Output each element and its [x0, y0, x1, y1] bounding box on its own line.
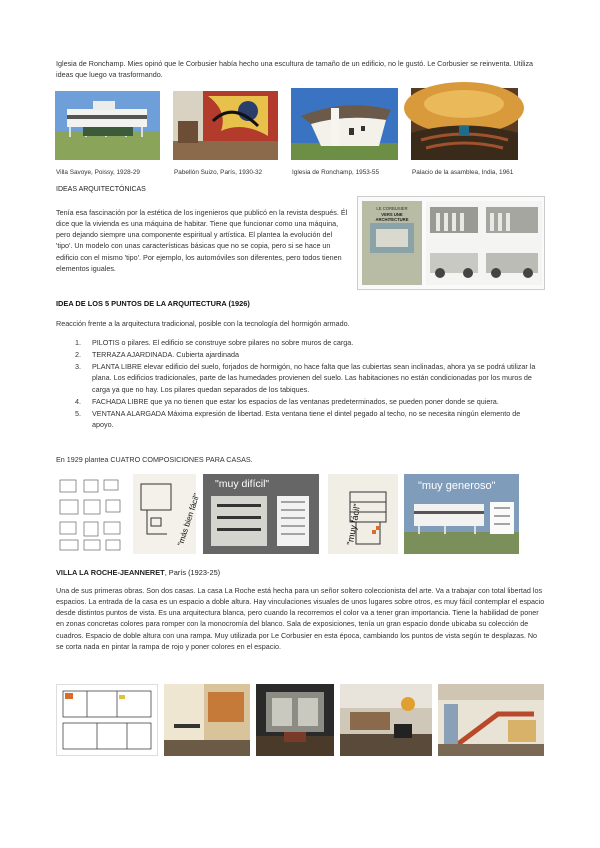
villa-title: VILLA LA ROCHE-JEANNERET	[56, 568, 165, 577]
ideas-body: Tenía esa fascinación por la estética de los ingenieros que publicó en la revista después. Él dice que la vivienda es una máquina de habitar. Tiene que funcionar como una máquina, pero dejando siempre una componente espiritual y artística. El plantea la evolución del 'tipo'. Un modelo con unas características básicas que no se copia, pero si se hace un edificio con el mismo 'tipo'. Por ejemplo, los automóviles son diferentes, pero todos tienen elementos iguales.	[56, 208, 348, 273]
item-head: VENTANA ALARGADA	[92, 408, 166, 418]
puntos-list	[75, 337, 542, 431]
puntos-intro: Reacción frente a la arquitectura tradicional, posible con la tecnología del hormigón armado.	[56, 319, 350, 328]
ronchamp-photo	[291, 88, 398, 160]
item-head: TERRAZA AJARDINADA.	[92, 350, 175, 360]
list-item	[75, 337, 542, 348]
comp-muy-facil	[328, 474, 398, 554]
item-number: 3.	[75, 362, 81, 372]
villa-interior-4	[438, 684, 544, 756]
list-item	[75, 408, 542, 430]
comp-muy-dificil	[203, 474, 319, 554]
comp-label-4: "muy generoso"	[418, 480, 496, 492]
item-text: elevar edificio del suelo, forjados de hormigón, no hace falta que las cubiertas sean inclinadas, ahora ya se podrá utilizar la plana. Los edificios tradicionales, parte de las humedades provienen del suelo. Las habitaciones no están condicionadas por los muros de carga ya que no hay. Los pilares quedan separados de los tabiques.	[92, 362, 536, 394]
villa-plan-photo	[56, 684, 158, 756]
villa-interior-1	[164, 684, 250, 756]
villa-interior-2	[256, 684, 334, 756]
puntos-heading: IDEA DE LOS 5 PUNTOS DE LA ARQUITECTURA (1926)	[56, 299, 250, 308]
vers-une-architecture-photo	[357, 196, 545, 290]
comp-label-3: "muy fácil"	[344, 502, 363, 546]
item-number: 5.	[75, 408, 81, 418]
comp-muy-generoso	[404, 474, 519, 554]
villa-heading	[56, 567, 220, 578]
comp-mas-bien-facil	[133, 474, 202, 554]
item-number: 1.	[75, 338, 81, 347]
caption-pabellon-suizo: Pabellón Suizo, París, 1930-32	[174, 169, 263, 176]
item-number: 4.	[75, 396, 81, 406]
book-author: LE CORBUSIER	[376, 206, 408, 211]
ideas-heading: IDEAS ARQUITECTÓNICAS	[56, 186, 146, 193]
caption-ronchamp: Iglesia de Ronchamp, 1953-55	[292, 169, 380, 176]
composiciones-sketch	[56, 474, 126, 554]
comp-label-2: "muy difícil"	[215, 478, 270, 490]
villa-interior-3	[340, 684, 432, 756]
book-title: VERS UNE ARCHITECTURE	[375, 212, 409, 222]
villa-savoye-photo	[55, 91, 160, 160]
list-item	[75, 396, 542, 407]
intro-text: Iglesia de Ronchamp. Mies opinó que le Corbusier había hecho una escultura de tamaño de un edificio, no le gustó. Le Corbusier se reinventa. Utiliza ideas que luego va trasformando.	[56, 59, 534, 80]
item-text: o pilares. El edificio se construye sobre pilares no sobre muros de carga.	[119, 338, 354, 347]
item-head: PILOTIS	[92, 338, 120, 347]
item-text: Máxima expresión de libertad. Esta ventana tiene el dintel pegado al techo, no se necesita ningún elemento de apoyo.	[92, 408, 521, 430]
item-number: 2.	[75, 350, 81, 360]
caption-asamblea: Palacio de la asamblea, India, 1961	[412, 169, 514, 176]
composiciones-text: En 1929 plantea CUATRO COMPOSICIONES PARA CASAS.	[56, 455, 253, 464]
list-item	[75, 361, 542, 394]
list-item	[75, 349, 542, 360]
comp-label-1: "más bien fácil"	[175, 492, 202, 548]
item-head: PLANTA LIBRE	[92, 362, 142, 372]
item-head: FACHADA LIBRE	[92, 396, 149, 406]
villa-body: Una de sus primeras obras. Son dos casas. La casa La Roche está hecha para un señor soltero coleccionista del arte. Va a trabajar con total libertad los espacios. La entrada de la casa es un espacio a doble altura. Hay vinculaciones visuales de unos lugares sobre otros, es muy fácil contemplar el espacio desde distintos puntos de vista. Es una arquitectura blanca, pero cuando la recorremos el color va a tener gran importancia. Tiene la habilidad de poner en zonas concretas colores para romper con la monocromía del blanco. Sala de exposiciones, tenía un gran espacio donde ubicaba su colección de cuadros. Espacio de doble altura con una rampa. Muy utilizada por Le Corbusier en esta época, cambiando los puntos de vista según te desplazas. No se corta nada en pintar la rampa de rojo y poner colores en el espacio.	[56, 586, 545, 651]
caption-villa-savoye: Villa Savoye, Poissy, 1928-29	[56, 169, 140, 176]
asamblea-photo	[411, 88, 518, 160]
item-text: Cubierta ajardinada	[174, 350, 240, 360]
villa-title-suffix: , París (1923-25)	[164, 568, 221, 577]
pabellon-suizo-photo	[173, 91, 278, 160]
item-text: que ya no tienen que estar los espacios de las ventanas predeterminados, se pueden poner donde se quiera.	[148, 396, 499, 406]
